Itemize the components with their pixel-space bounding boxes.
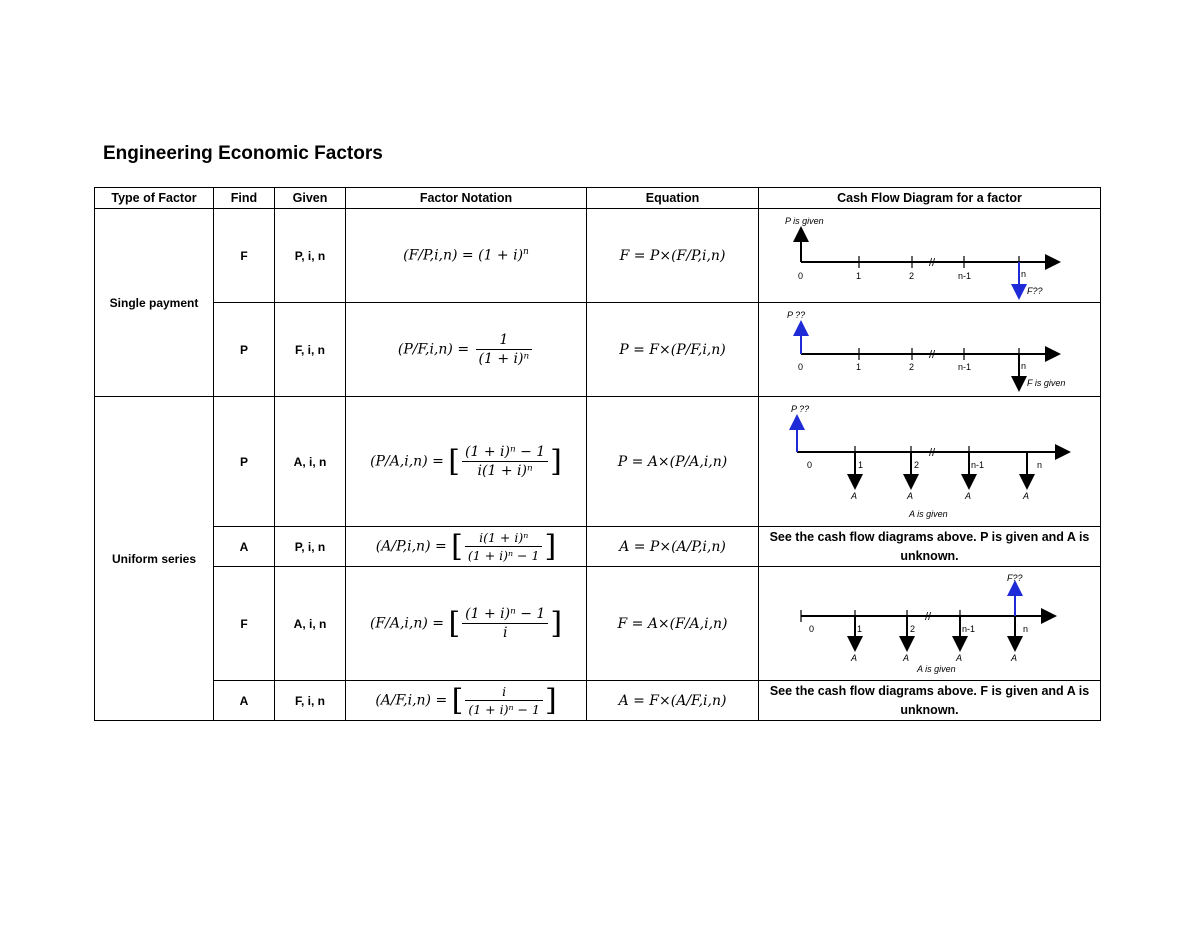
- header-diagram: Cash Flow Diagram for a factor: [759, 188, 1101, 209]
- bracket-close: ]: [544, 683, 557, 718]
- notation-lhs: (F/A,i,n) =: [369, 615, 444, 632]
- notation-lhs: (A/P,i,n) =: [375, 538, 447, 555]
- notation-cell: [346, 209, 587, 303]
- tick-label: n-1: [958, 361, 972, 372]
- a-label: A: [965, 490, 972, 501]
- bracket-open: [: [451, 529, 463, 564]
- break-mark: //: [929, 446, 936, 459]
- bracket-close: ]: [550, 606, 563, 641]
- tick-label: 1: [858, 459, 864, 470]
- notation-cell: [346, 303, 587, 397]
- header-given: Given: [275, 188, 346, 209]
- notation-lhs: (F/P,i,n) = (1 + i): [403, 247, 524, 264]
- header-notation: Factor Notation: [346, 188, 587, 209]
- tick-label: n: [1023, 623, 1029, 634]
- tick-label: n-1: [958, 270, 972, 281]
- cash-flow-diagram-fa: [759, 568, 1099, 680]
- diagram-note: See the cash flow diagrams above. P is given and A is unknown.: [759, 527, 1101, 567]
- diagram-note: See the cash flow diagrams above. F is given and A is unknown.: [759, 681, 1101, 721]
- a-label: A: [1011, 652, 1018, 663]
- notation-cell: [346, 527, 587, 567]
- find-cell: A: [214, 527, 275, 567]
- given-cell: A, i, n: [275, 397, 346, 527]
- equation-cell: P = A×(P/A,i,n): [587, 397, 759, 527]
- notation-lhs: (P/A,i,n) =: [370, 453, 444, 470]
- cash-flow-diagram-pa: [759, 398, 1099, 526]
- given-cell: F, i, n: [275, 303, 346, 397]
- find-cell: A: [214, 681, 275, 721]
- a-label: A: [851, 490, 858, 501]
- given-cell: P, i, n: [275, 209, 346, 303]
- bracket-open: [: [448, 444, 461, 479]
- fraction-denominator: (1 + i)ⁿ − 1: [467, 548, 540, 563]
- find-cell: F: [214, 567, 275, 681]
- table-row: [95, 681, 1101, 721]
- fraction-numerator: i: [465, 684, 543, 701]
- given-cell: P, i, n: [275, 527, 346, 567]
- bracket-close: ]: [544, 529, 557, 564]
- tick-label: n-1: [962, 623, 976, 634]
- tick-label: 0: [798, 361, 804, 372]
- given-label: P is given: [785, 215, 824, 226]
- fraction-numerator: (1 + i)ⁿ − 1: [462, 444, 548, 462]
- table-row: [95, 527, 1101, 567]
- notation-lhs: (P/F,i,n) =: [397, 341, 470, 358]
- group-single-payment: Single payment: [95, 209, 214, 397]
- a-label: A: [903, 652, 910, 663]
- unknown-label: P ??: [791, 403, 810, 414]
- tick-label: n: [1037, 459, 1043, 470]
- page-title: Engineering Economic Factors: [103, 143, 383, 164]
- tick-label: 0: [798, 270, 804, 281]
- equation-cell: F = A×(F/A,i,n): [587, 567, 759, 681]
- fraction-numerator: i(1 + i)ⁿ: [465, 530, 543, 547]
- diagram-cell: [759, 209, 1101, 303]
- tick-label: 1: [856, 361, 862, 372]
- notation-cell: [346, 681, 587, 721]
- fraction-denominator: i(1 + i)ⁿ: [477, 463, 533, 479]
- given-label: A is given: [917, 663, 956, 674]
- bracket-close: ]: [550, 444, 562, 479]
- tick-label: 2: [910, 623, 916, 634]
- diagram-cell: [759, 397, 1101, 527]
- find-cell: F: [214, 209, 275, 303]
- notation-cell: [346, 397, 587, 527]
- fraction: [465, 684, 543, 717]
- fraction-denominator: (1 + i)ⁿ: [478, 351, 530, 367]
- fraction-denominator: (1 + i)ⁿ − 1: [468, 702, 540, 717]
- a-label: A: [851, 652, 858, 663]
- find-cell: P: [214, 397, 275, 527]
- cash-flow-diagram-fp: [759, 210, 1099, 302]
- find-cell: P: [214, 303, 275, 397]
- break-mark: //: [929, 348, 936, 361]
- unknown-label: F??: [1027, 285, 1043, 296]
- a-label: A: [956, 652, 963, 663]
- fraction: [476, 332, 533, 367]
- table-row: [95, 209, 1101, 303]
- tick-label: 2: [909, 361, 915, 372]
- equation-cell: P = F×(P/F,i,n): [587, 303, 759, 397]
- tick-label: 2: [914, 459, 920, 470]
- tick-label: n-1: [971, 459, 985, 470]
- tick-label: n: [1021, 268, 1027, 279]
- header-row: [95, 188, 1101, 209]
- tick-label: 1: [856, 270, 862, 281]
- header-equation: Equation: [587, 188, 759, 209]
- group-uniform-series: Uniform series: [95, 397, 214, 721]
- diagram-cell: [759, 567, 1101, 681]
- table-row: [95, 303, 1101, 397]
- fraction-denominator: i: [503, 625, 508, 641]
- bracket-open: [: [448, 606, 461, 641]
- a-label: A: [1023, 490, 1030, 501]
- header-find: Find: [214, 188, 275, 209]
- table-row: [95, 567, 1101, 681]
- tick-label: 0: [809, 623, 815, 634]
- given-cell: F, i, n: [275, 681, 346, 721]
- given-label: F is given: [1027, 377, 1066, 388]
- equation-cell: F = P×(F/P,i,n): [587, 209, 759, 303]
- tick-label: 1: [857, 623, 863, 634]
- notation-exponent: n: [523, 247, 529, 258]
- cash-flow-diagram-pf: [759, 304, 1099, 396]
- tick-label: 2: [909, 270, 915, 281]
- fraction-numerator: 1: [476, 332, 533, 350]
- unknown-label: P ??: [787, 309, 806, 320]
- tick-label: n: [1021, 360, 1027, 371]
- factors-table: [94, 187, 1101, 721]
- notation-cell: [346, 567, 587, 681]
- given-cell: A, i, n: [275, 567, 346, 681]
- fraction: [465, 530, 543, 563]
- tick-label: 0: [807, 459, 813, 470]
- a-label: A: [907, 490, 914, 501]
- unknown-label: F??: [1007, 572, 1023, 583]
- header-type: Type of Factor: [95, 188, 214, 209]
- equation-cell: A = F×(A/F,i,n): [587, 681, 759, 721]
- equation-cell: A = P×(A/P,i,n): [587, 527, 759, 567]
- table-row: [95, 397, 1101, 527]
- diagram-cell: [759, 303, 1101, 397]
- break-mark: //: [925, 610, 932, 623]
- fraction-numerator: (1 + i)ⁿ − 1: [462, 606, 548, 624]
- fraction: [462, 606, 548, 641]
- break-mark: //: [929, 256, 936, 269]
- notation-lhs: (A/F,i,n) =: [375, 692, 448, 709]
- fraction: [462, 444, 548, 479]
- bracket-open: [: [451, 683, 464, 718]
- given-label: A is given: [909, 508, 948, 519]
